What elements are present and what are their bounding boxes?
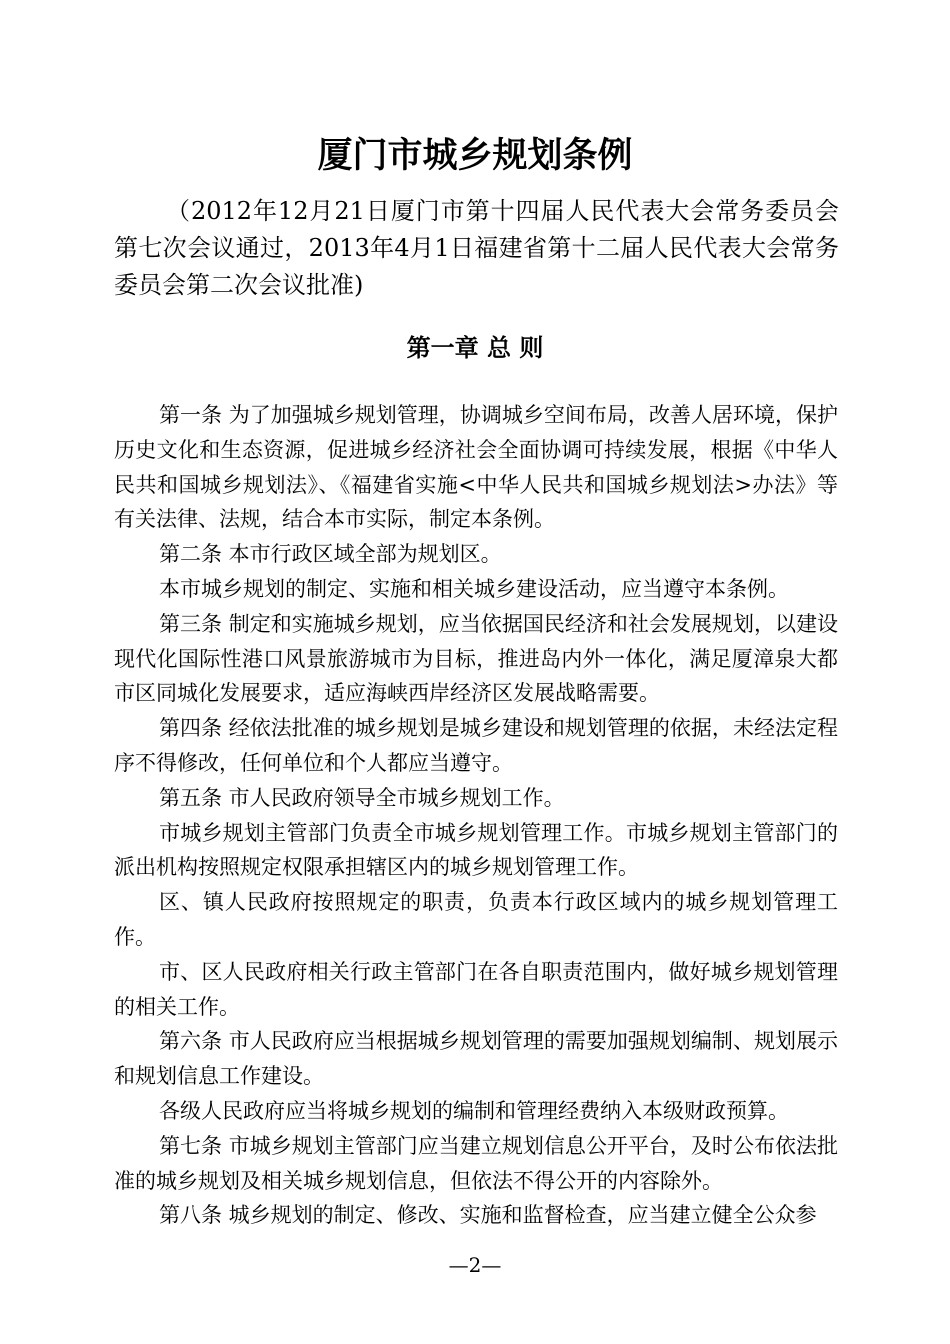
article-5-clause-2-paragraph: 市城乡规划主管部门负责全市城乡规划管理工作。市城乡规划主管部门的派出机构按照规定权限承担辖区内的城乡规划管理工作。 <box>114 820 838 880</box>
article-8-paragraph: 第八条 城乡规划的制定、修改、实施和监督检查，应当建立健全公众参 <box>159 1203 817 1228</box>
article-6-clause-2-paragraph: 各级人民政府应当将城乡规划的编制和管理经费纳入本级财政预算。 <box>159 1098 789 1123</box>
document-title: 厦门市城乡规划条例 <box>317 136 633 176</box>
article-5-paragraph: 第五条 市人民政府领导全市城乡规划工作。 <box>159 785 565 810</box>
article-5-clause-3-paragraph: 区、镇人民政府按照规定的职责，负责本行政区域内的城乡规划管理工作。 <box>114 890 838 949</box>
article-2-paragraph: 第二条 本市行政区域全部为规划区。 <box>159 542 502 567</box>
adoption-note: （2012年12月21日厦门市第十四届人民代表大会常务委员会第七次会议通过，2013年4月1日福建省第十二届人民代表大会常务委员会第二次会议批准) <box>114 197 839 299</box>
article-3-paragraph: 第三条 制定和实施城乡规划，应当依据国民经济和社会发展规划，以建设现代化国际性港口风景旅游城市为目标，推进岛内外一体化，满足厦漳泉大都市区同城化发展要求，适应海峡西岸经济区发展战略需要。 <box>114 611 838 706</box>
article-2-clause-paragraph: 本市城乡规划的制定、实施和相关城乡建设活动，应当遵守本条例。 <box>159 576 789 601</box>
article-4-paragraph: 第四条 经依法批准的城乡规划是城乡建设和规划管理的依据，未经法定程序不得修改，任何单位和个人都应当遵守。 <box>114 716 838 775</box>
page-number: —2— <box>448 1253 502 1277</box>
article-1-paragraph: 第一条 为了加强城乡规划管理，协调城乡空间布局，改善人居环境，保护历史文化和生态资源，促进城乡经济社会全面协调可持续发展，根据《中华人民共和国城乡规划法》、《福建省实施<中华人民共和国城乡规划法>办法》等有关法律、法规，结合本市实际，制定本条例。 <box>114 403 838 532</box>
chapter-heading: 第一章 总 则 <box>406 334 544 362</box>
article-5-clause-4-paragraph: 市、区人民政府相关行政主管部门在各自职责范围内，做好城乡规划管理的相关工作。 <box>114 959 838 1019</box>
article-6-paragraph: 第六条 市人民政府应当根据城乡规划管理的需要加强规划编制、规划展示和规划信息工作建设。 <box>114 1029 838 1089</box>
article-7-paragraph: 第七条 市城乡规划主管部门应当建立规划信息公开平台，及时公布依法批准的城乡规划及相关城乡规划信息，但依法不得公开的内容除外。 <box>114 1133 838 1193</box>
article-body <box>114 398 838 1233</box>
